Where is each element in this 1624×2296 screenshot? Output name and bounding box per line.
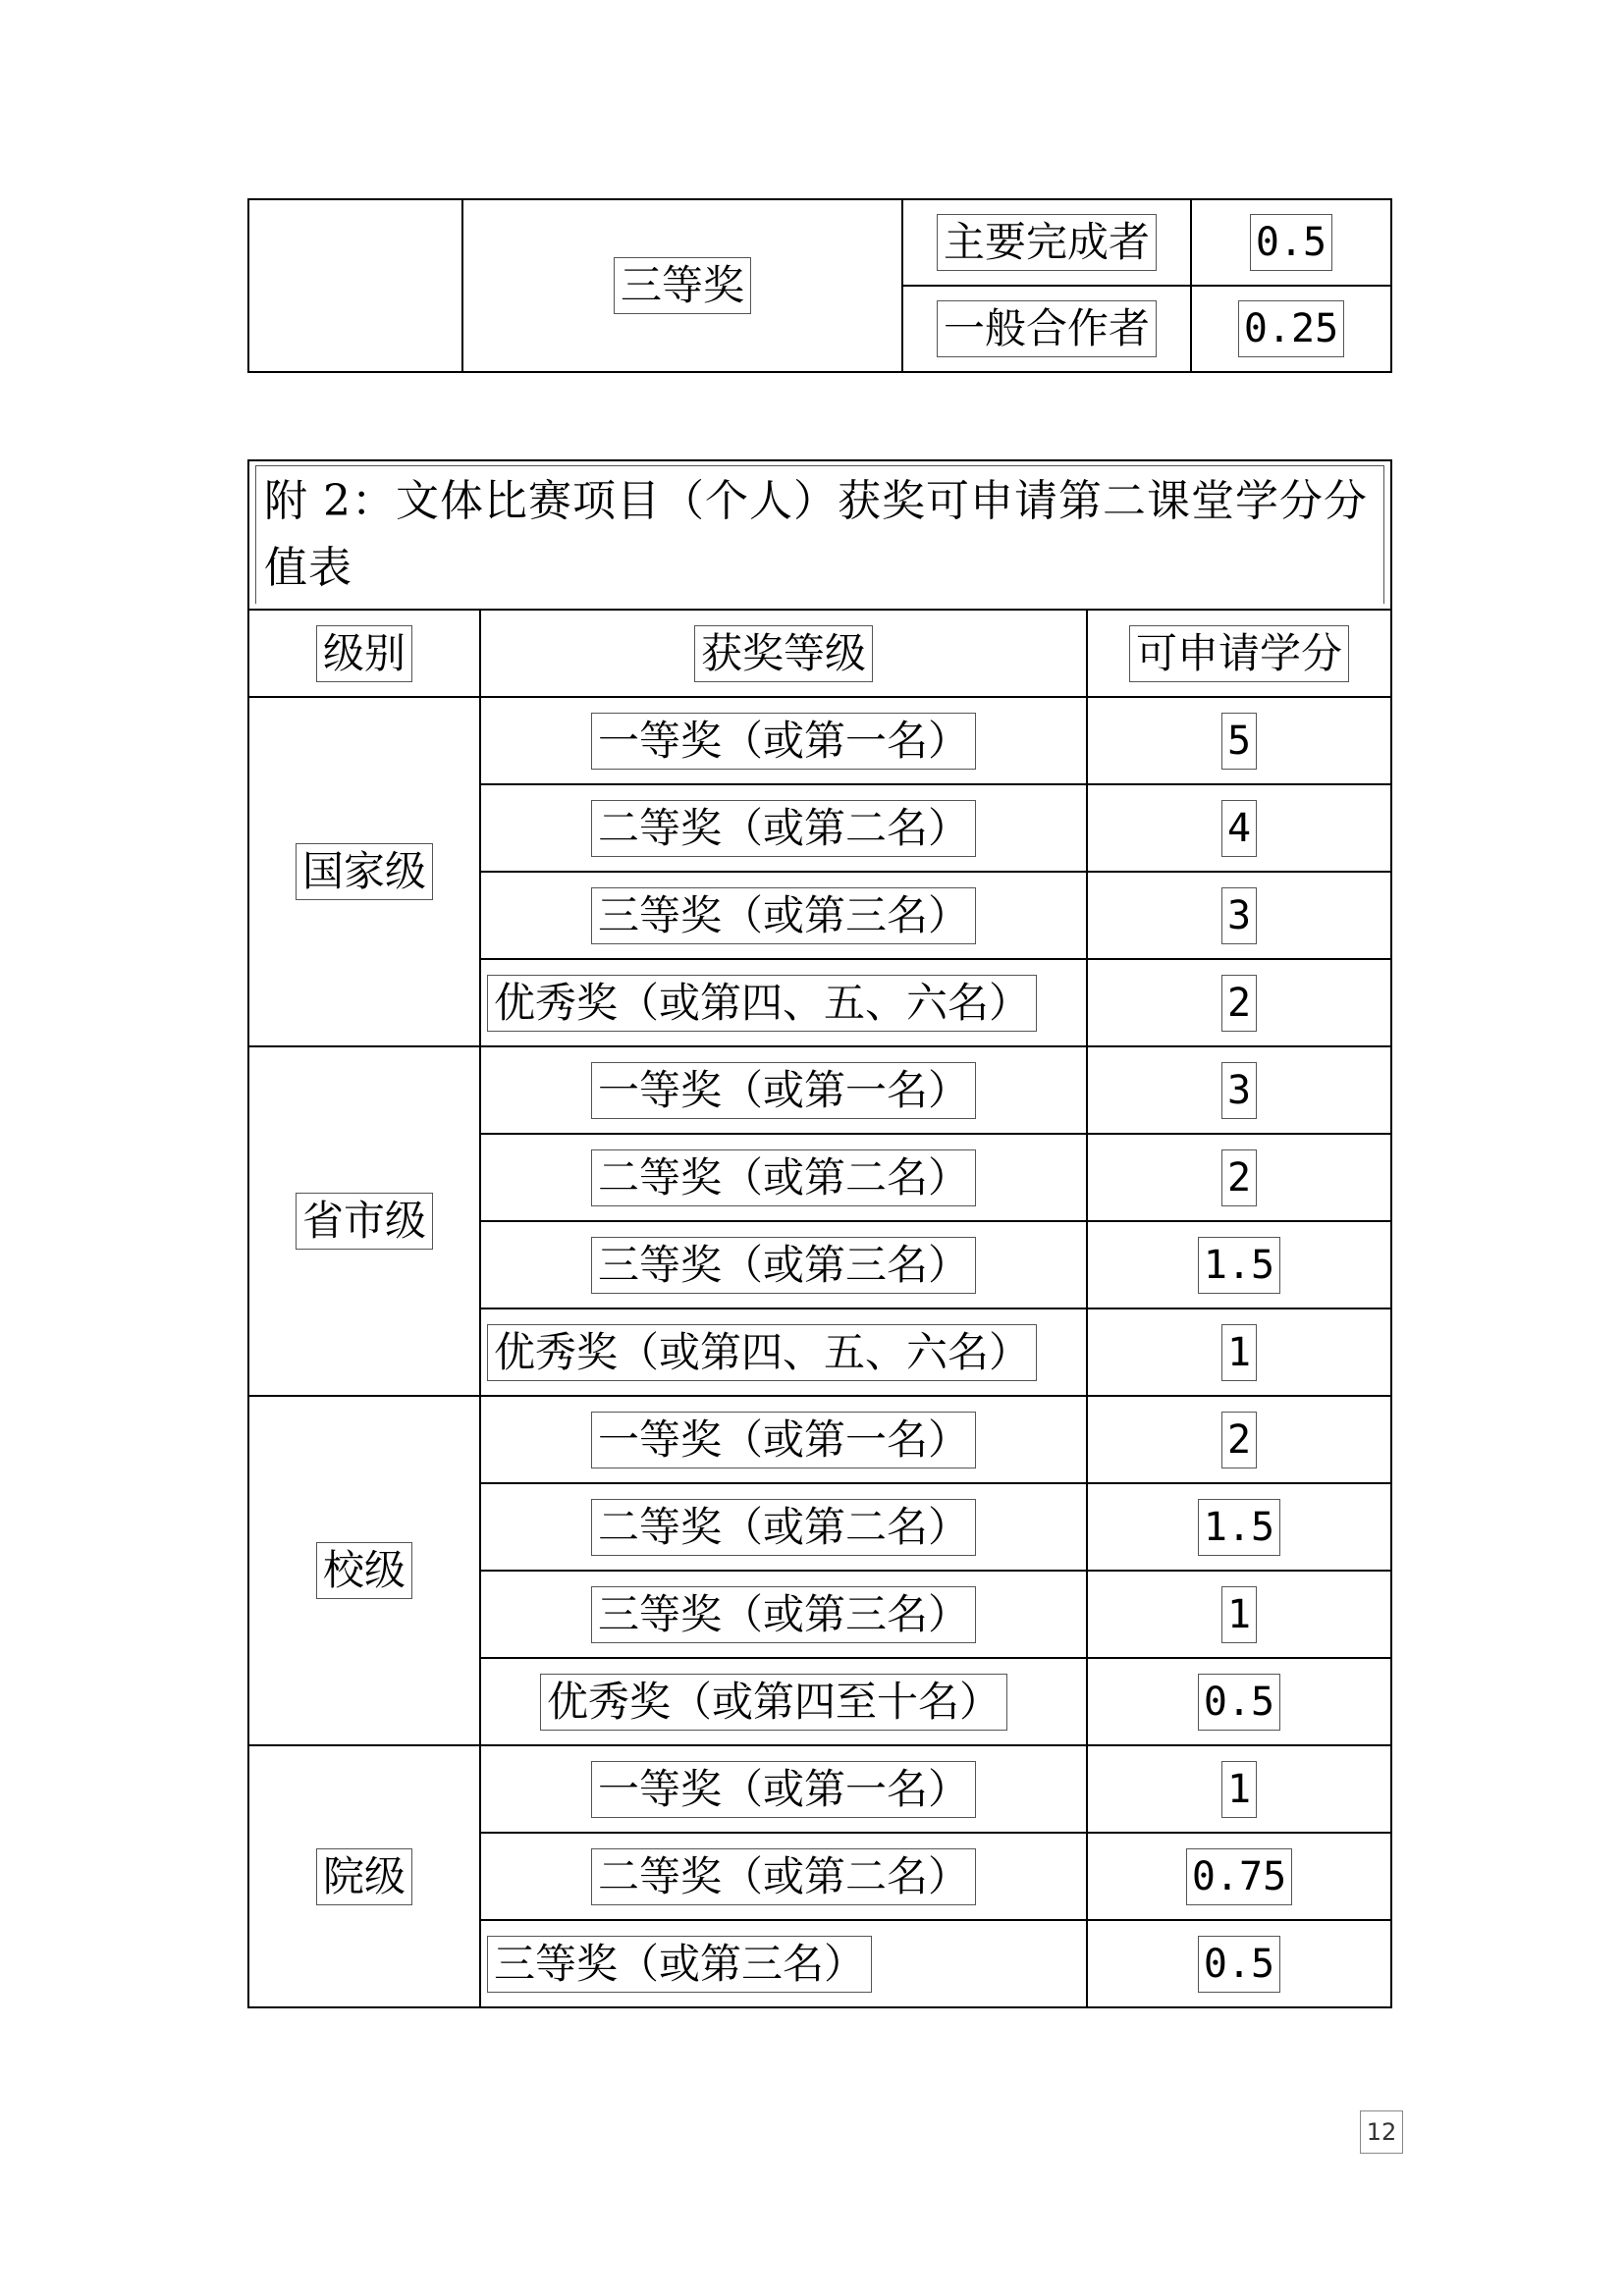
credit-cell xyxy=(1087,1134,1391,1221)
credit-cell xyxy=(1087,784,1391,872)
level-label: 国家级 xyxy=(296,843,433,900)
credit-value: 0.75 xyxy=(1186,1848,1292,1905)
credit-cell xyxy=(1087,1483,1391,1571)
header-row xyxy=(248,610,1391,697)
credit-cell xyxy=(1087,1920,1391,2007)
credit-cell xyxy=(1087,1833,1391,1920)
role-label: 一般合作者 xyxy=(937,300,1157,357)
level-cell xyxy=(248,199,462,372)
level-cell xyxy=(248,697,480,1046)
credit-value: 3 xyxy=(1221,887,1257,944)
award-cell xyxy=(480,1396,1087,1483)
award-cell xyxy=(480,872,1087,959)
award-cell xyxy=(480,1745,1087,1833)
credit-cell xyxy=(1087,1396,1391,1483)
award-label: 一等奖（或第一名） xyxy=(591,1412,976,1468)
role-label: 主要完成者 xyxy=(937,214,1157,271)
level-cell xyxy=(248,1396,480,1745)
caption-cell xyxy=(248,460,1391,610)
table-row xyxy=(248,1046,1391,1134)
level-cell xyxy=(248,1745,480,2007)
award-label: 三等奖（或第三名） xyxy=(591,1586,976,1643)
award-cell xyxy=(480,1308,1087,1396)
header-credit-label: 可申请学分 xyxy=(1129,625,1349,682)
award-label: 三等奖（或第三名） xyxy=(487,1936,872,1993)
level-cell xyxy=(248,1046,480,1396)
award-label: 三等奖（或第三名） xyxy=(591,1237,976,1294)
credit-value: 0.5 xyxy=(1250,214,1332,271)
header-level xyxy=(248,610,480,697)
credit-cell xyxy=(1087,959,1391,1046)
award-cell xyxy=(480,1134,1087,1221)
header-award-label: 获奖等级 xyxy=(694,625,873,682)
table-caption: 附 2：文体比赛项目（个人）获奖可申请第二课堂学分分值表 xyxy=(255,465,1384,604)
table-row xyxy=(248,1745,1391,1833)
role-cell xyxy=(902,199,1191,286)
credit-cell xyxy=(1087,697,1391,784)
credit-value: 0.25 xyxy=(1238,300,1344,357)
level-label: 省市级 xyxy=(296,1193,433,1250)
award-cell xyxy=(480,1483,1087,1571)
page-number: 12 xyxy=(1360,2110,1403,2154)
credit-value: 2 xyxy=(1221,1149,1257,1206)
table-row xyxy=(248,1396,1391,1483)
credit-cell xyxy=(1191,286,1391,372)
credit-value: 1 xyxy=(1221,1586,1257,1643)
credit-cell xyxy=(1087,1571,1391,1658)
credit-value: 1 xyxy=(1221,1324,1257,1381)
caption-row xyxy=(248,460,1391,610)
level-label: 院级 xyxy=(316,1848,412,1905)
credit-value: 4 xyxy=(1221,800,1257,857)
award-credit-table-continued xyxy=(247,198,1392,373)
credit-value: 0.5 xyxy=(1198,1674,1280,1731)
award-label: 一等奖（或第一名） xyxy=(591,713,976,770)
credit-cell xyxy=(1191,199,1391,286)
credit-value: 0.5 xyxy=(1198,1936,1280,1993)
award-cell xyxy=(480,1571,1087,1658)
award-label: 二等奖（或第二名） xyxy=(591,1149,976,1206)
header-award xyxy=(480,610,1087,697)
header-credit xyxy=(1087,610,1391,697)
award-cell xyxy=(480,1658,1087,1745)
credit-cell xyxy=(1087,872,1391,959)
award-label: 二等奖（或第二名） xyxy=(591,800,976,857)
table-row xyxy=(248,199,1391,286)
credit-value: 1 xyxy=(1221,1761,1257,1818)
credit-cell xyxy=(1087,1745,1391,1833)
award-cell xyxy=(480,1833,1087,1920)
credit-cell xyxy=(1087,1658,1391,1745)
award-cell xyxy=(480,784,1087,872)
award-label: 一等奖（或第一名） xyxy=(591,1761,976,1818)
table-row xyxy=(248,697,1391,784)
award-label: 优秀奖（或第四、五、六名） xyxy=(487,975,1037,1032)
header-level-label: 级别 xyxy=(316,625,412,682)
credit-value: 5 xyxy=(1221,713,1257,770)
credit-value: 1.5 xyxy=(1198,1237,1280,1294)
award-label: 优秀奖（或第四、五、六名） xyxy=(487,1324,1037,1381)
credit-cell xyxy=(1087,1046,1391,1134)
award-label: 优秀奖（或第四至十名） xyxy=(540,1674,1007,1731)
award-label: 二等奖（或第二名） xyxy=(591,1848,976,1905)
award-cell xyxy=(462,199,902,372)
credit-value: 2 xyxy=(1221,1412,1257,1468)
credit-cell xyxy=(1087,1308,1391,1396)
award-label: 一等奖（或第一名） xyxy=(591,1062,976,1119)
award-cell xyxy=(480,959,1087,1046)
award-label: 三等奖（或第三名） xyxy=(591,887,976,944)
award-cell xyxy=(480,697,1087,784)
award-cell xyxy=(480,1046,1087,1134)
level-label: 校级 xyxy=(316,1542,412,1599)
award-cell xyxy=(480,1920,1087,2007)
role-cell xyxy=(902,286,1191,372)
appendix-credit-table xyxy=(247,459,1392,2008)
credit-cell xyxy=(1087,1221,1391,1308)
credit-value: 2 xyxy=(1221,975,1257,1032)
award-label: 三等奖 xyxy=(614,257,751,314)
award-label: 二等奖（或第二名） xyxy=(591,1499,976,1556)
credit-value: 3 xyxy=(1221,1062,1257,1119)
award-cell xyxy=(480,1221,1087,1308)
credit-value: 1.5 xyxy=(1198,1499,1280,1556)
